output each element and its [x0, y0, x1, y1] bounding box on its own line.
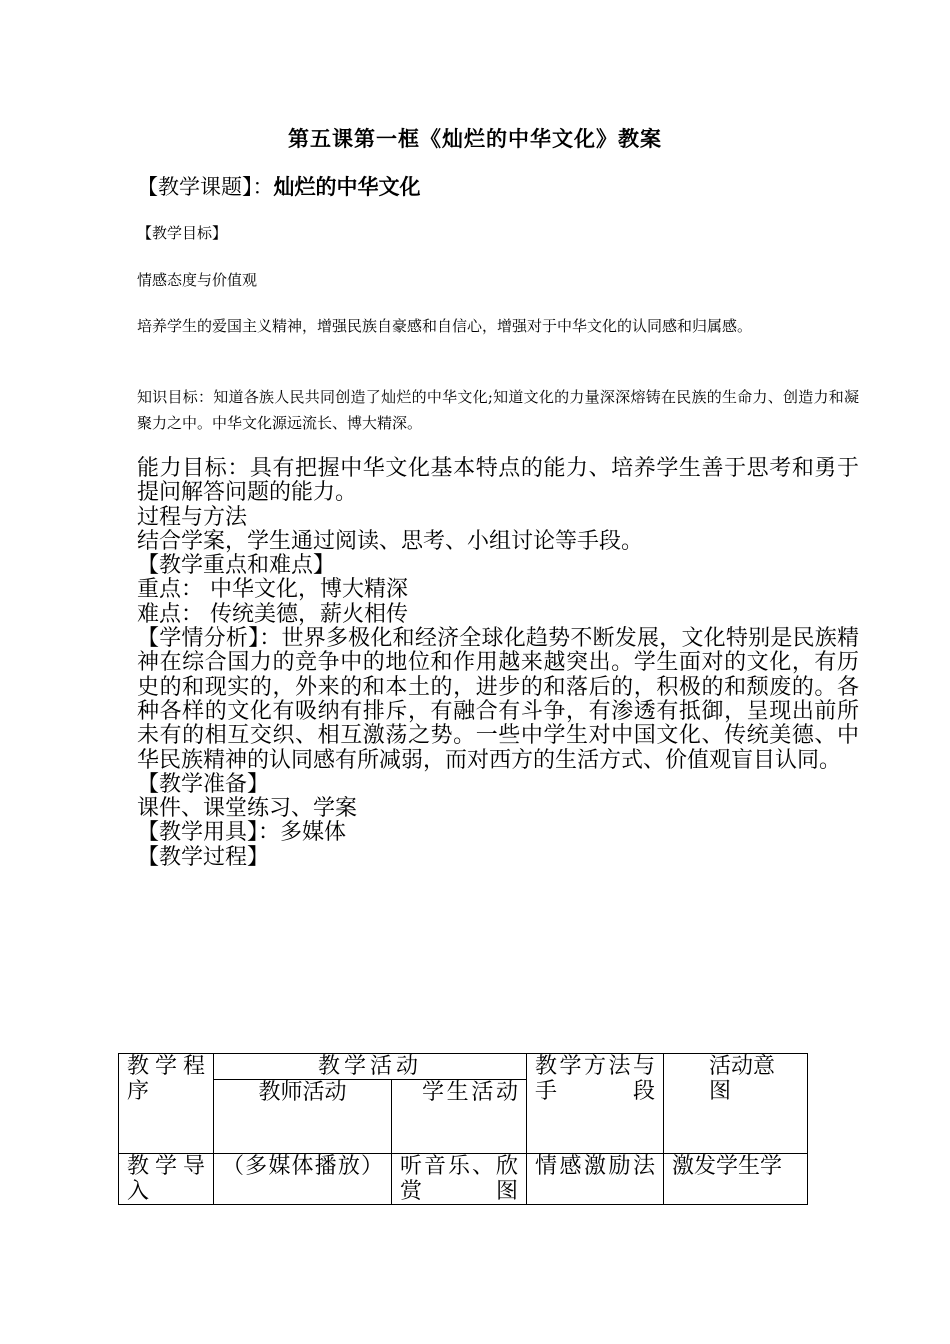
ability-text: 能力目标：具有把握中华文化基本特点的能力、培养学生善于思考和勇于提问解答问题的能力。 [137, 456, 859, 506]
key-point: 重点： 中华文化，博大精深 [137, 577, 408, 603]
main-body [137, 457, 859, 870]
topic-label: 【教学课题】： [137, 175, 274, 199]
header-program: 教学程序 [119, 1054, 214, 1154]
process-text: 结合学案，学生通过阅读、思考、小组讨论等手段。 [137, 528, 644, 554]
emotion-heading: 情感态度与价值观 [137, 271, 258, 289]
procedure-heading: 【教学过程】 [137, 844, 270, 870]
cell-intent: 激发学生学 [664, 1154, 808, 1205]
header-student: 学生活动 [392, 1080, 527, 1154]
header-teacher: 教师活动 [214, 1080, 392, 1154]
emotion-text: 培养学生的爱国主义精神，增强民族自豪感和自信心，增强对于中华文化的认同感和归属感。 [137, 317, 753, 335]
cell-program: 教学导入 [119, 1154, 214, 1205]
table-header-row [119, 1054, 808, 1080]
topic-line [137, 171, 421, 201]
tools-text: 【教学用具】：多媒体 [137, 820, 347, 846]
topic-value: 灿烂的中华文化 [273, 174, 421, 199]
document-title: 第五课第一框《灿烂的中华文化》教案 [288, 126, 662, 151]
prep-text: 课件、课堂练习、学案 [137, 796, 358, 822]
header-activity: 教学活动 [214, 1054, 527, 1080]
cell-student: 听音乐、欣赏图 [392, 1154, 527, 1205]
knowledge-text: 知识目标：知道各族人民共同创造了灿烂的中华文化;知道文化的力量深深熔铸在民族的生命力、创造力和凝聚力之中。中华文化源远流长、博大精深。 [137, 388, 859, 432]
table-row [119, 1154, 808, 1205]
header-intent: 活动意图 [664, 1054, 808, 1154]
cell-teacher: （多媒体播放） [214, 1154, 392, 1205]
process-heading: 过程与方法 [137, 504, 248, 530]
difficult-point: 难点： 传统美德，薪火相传 [137, 601, 408, 627]
key-heading: 【教学重点和难点】 [137, 553, 336, 579]
prep-heading: 【教学准备】 [137, 771, 270, 797]
procedure-table [118, 1053, 808, 1205]
analysis-text: 【学情分析】：世界多极化和经济全球化趋势不断发展，文化特别是民族精神在综合国力的竞争中的地位和作用越来越突出。学生面对的文化，有历史的和现实的，外来的和本土的，进步的和落后的，积极的和颓废的。各种各样的文化有吸纳有排斥，有融合有斗争，有渗透有抵御，呈现出前所未有的相互交织、相互激荡之势。一些中学生对中国文化、传统美德、中华民族精神的认同感有所减弱，而对西方的生活方式、价值观盲目认同。 [137, 626, 859, 773]
goals-heading: 【教学目标】 [137, 224, 228, 242]
header-method: 教学方法与手段 [527, 1054, 664, 1154]
cell-method: 情感激励法 [527, 1154, 664, 1205]
